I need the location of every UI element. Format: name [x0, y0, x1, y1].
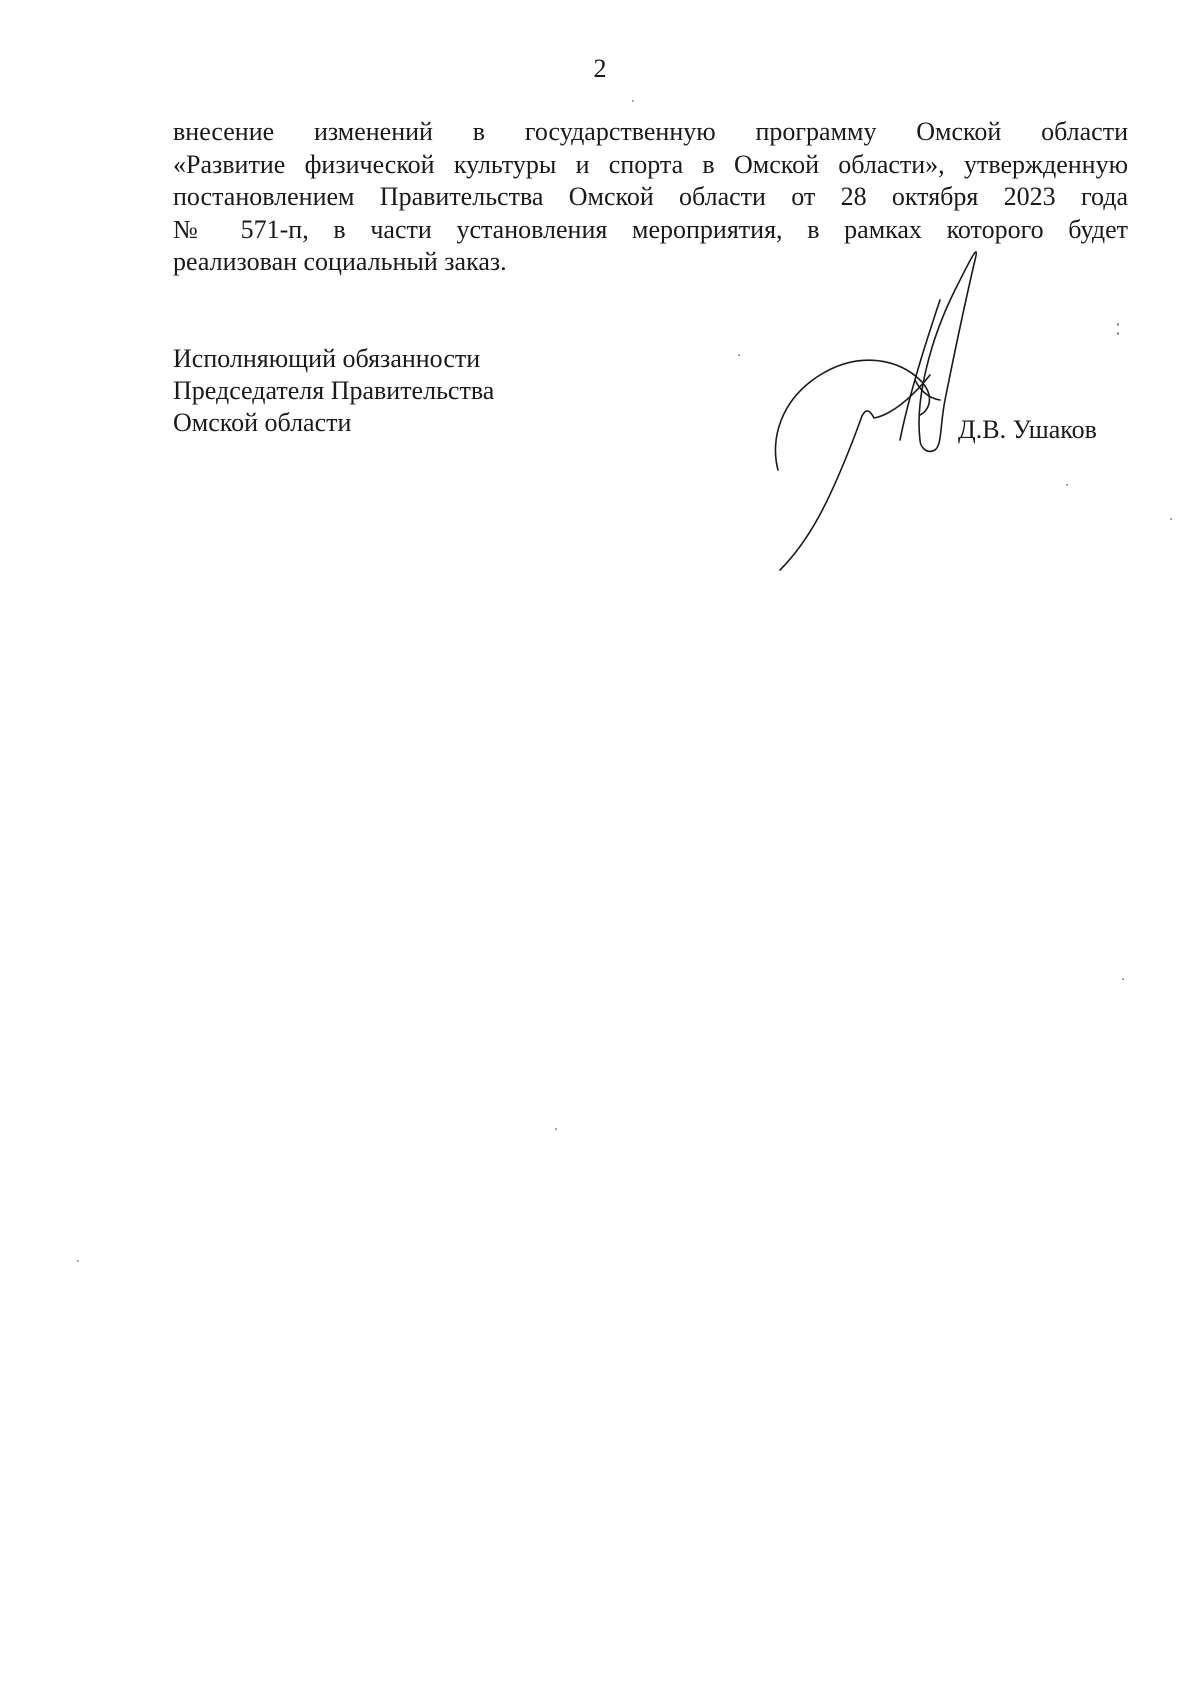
scan-speck — [77, 1260, 79, 1262]
handwritten-signature — [770, 240, 1030, 580]
signatory-title — [173, 343, 593, 439]
scan-speck — [1122, 978, 1124, 980]
body-line: внесение изменений в государственную программу Омской области — [173, 117, 1128, 146]
scan-speck — [738, 354, 740, 356]
scan-speck — [1117, 332, 1119, 335]
body-line: постановлением Правительства Омской области от 28 октября 2023 года — [173, 182, 1128, 211]
scan-speck — [1170, 518, 1172, 520]
signatory-title-line: Омской области — [173, 408, 352, 437]
scan-speck — [1066, 484, 1068, 486]
signatory-title-line: Председателя Правительства — [173, 376, 495, 405]
body-line: «Развитие физической культуры и спорта в Омской области», утвержденную — [173, 149, 1128, 179]
body-line: реализован социальный заказ. — [173, 247, 507, 276]
page-number: 2 — [593, 54, 607, 83]
signatory-title-line: Исполняющий обязанности — [173, 344, 481, 373]
signature-stroke — [780, 375, 930, 570]
body-line: № 571-п, в части установления мероприятия, в рамках которого будет — [173, 214, 1128, 244]
scan-speck — [555, 1128, 557, 1130]
scan-speck — [1117, 323, 1119, 326]
signer-name: Д.В. Ушаков — [958, 415, 1097, 444]
scan-speck — [632, 100, 634, 102]
